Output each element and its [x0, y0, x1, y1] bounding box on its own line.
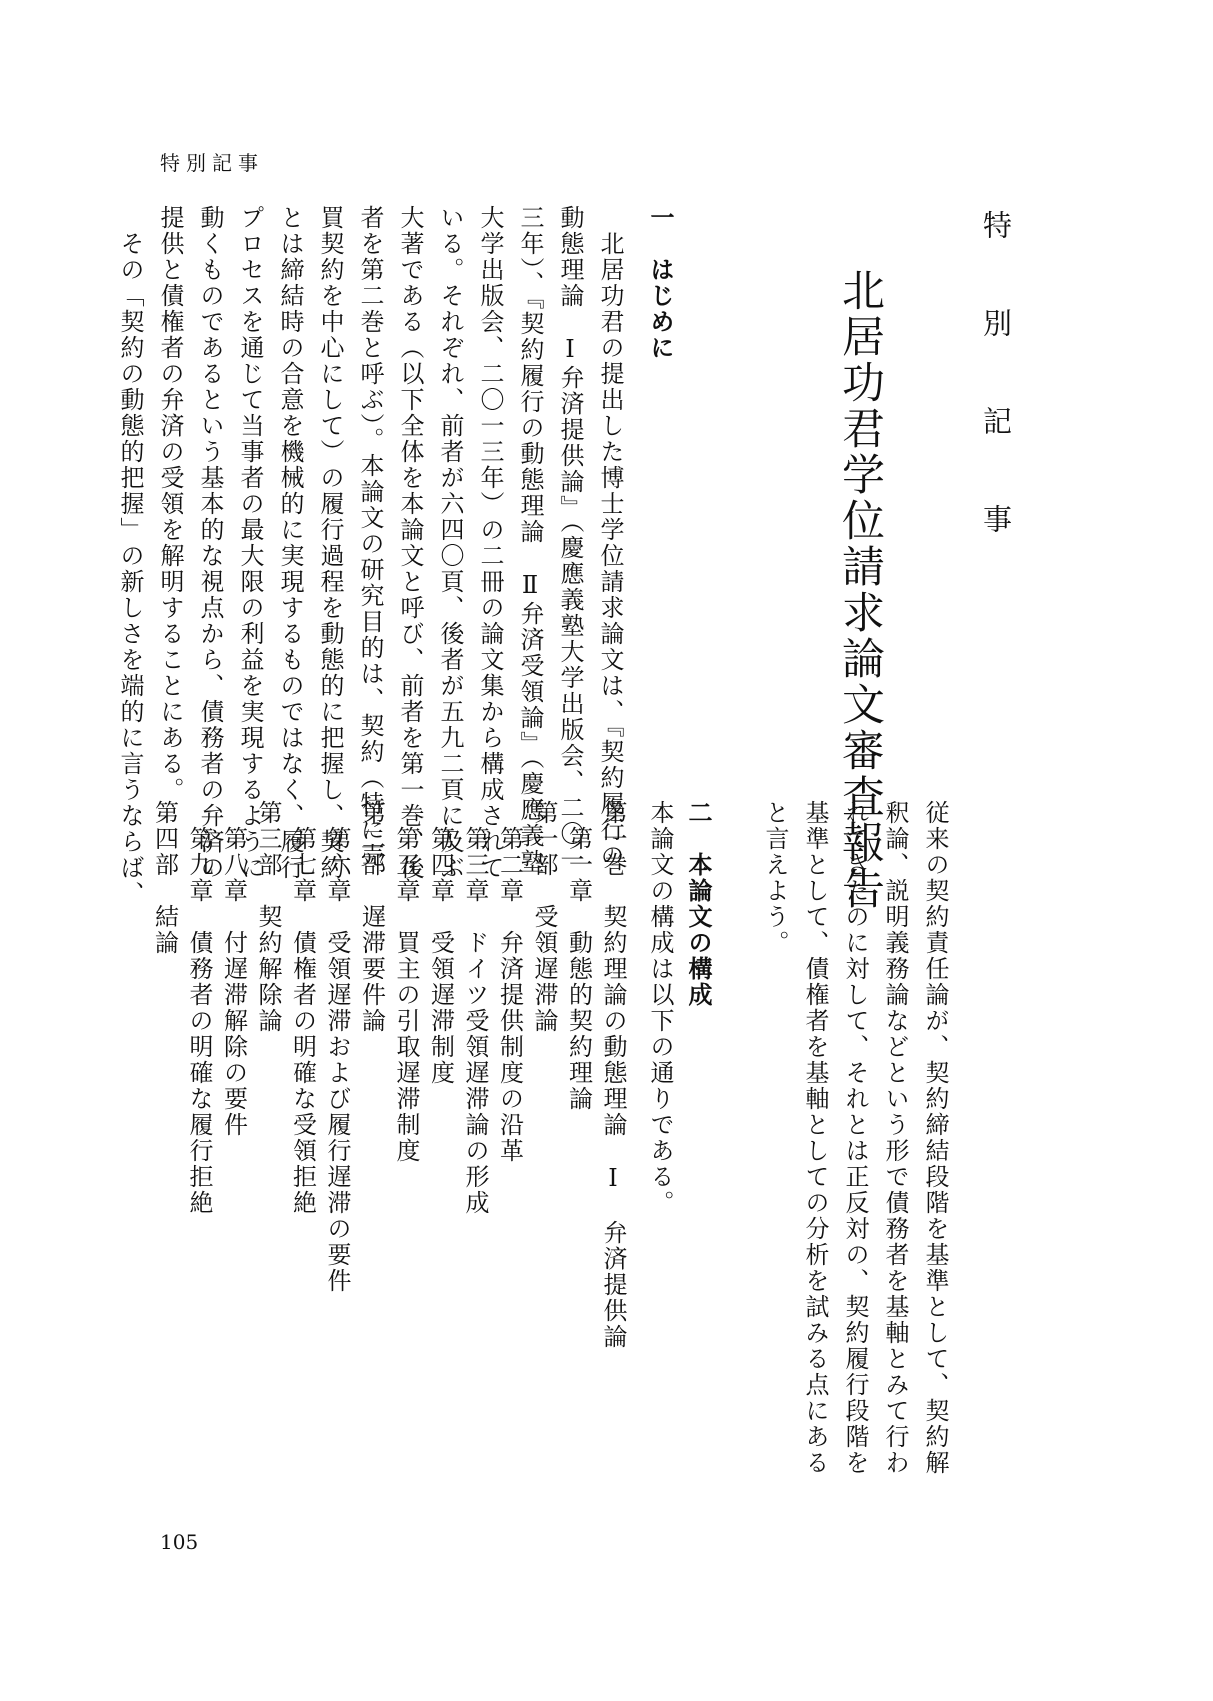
text-line: と言えよう。: [761, 800, 789, 956]
toc-item: 第二章 弁済提供制度の沿革: [495, 800, 524, 1164]
text-line: 提供と債権者の弁済の受領を解明することにある。: [156, 205, 184, 803]
article-title: 北居功君学位請求論文審査報告: [835, 268, 885, 912]
text-line: その「契約の動態的把握」の新しさを端的に言うならば、: [116, 205, 144, 907]
section2-heading: 二 本論文の構成: [684, 800, 713, 1008]
section2-toc: [150, 800, 630, 1350]
toc-item: 第五章 買主の引取遅滞制度: [392, 800, 420, 1164]
text-line: とは締結時の合意を機械的に実現するものではなく、履行: [276, 205, 304, 881]
toc-item: 第四部 結論: [150, 800, 179, 956]
toc-item: 第二部 遅滞要件論: [357, 800, 386, 1034]
text-line: 北居功君の提出した博士学位請求論文は、『契約履行の: [596, 205, 624, 869]
text-line: 三年）、『契約履行の動態理論 Ⅱ弁済受領論』（慶應義塾: [516, 205, 544, 875]
text-line: 動くものであるという基本的な視点から、債務者の弁済の: [196, 205, 224, 881]
text-line: いる。それぞれ、前者が六四〇頁、後者が五九二頁に及ぶ: [436, 205, 464, 881]
toc-item: 第一巻 契約理論の動態理論 Ⅰ 弁済提供論: [599, 800, 627, 1350]
text-line: 者を第二巻と呼ぶ）。本論文の研究目的は、契約（特に売: [356, 205, 384, 869]
toc-item: 第一章 動態的契約理論: [564, 800, 593, 1112]
text-line: 買契約を中心にして）の履行過程を動態的に把握し、契約: [316, 205, 344, 881]
running-head: 特別記事: [160, 151, 264, 175]
text-line: 大学出版会、二〇一三年）の二冊の論文集から構成されて: [476, 205, 504, 881]
text-line: 従来の契約責任論が、契約締結段階を基準として、契約解: [921, 800, 949, 1476]
section2-intro: 本論文の構成は以下の通りである。: [646, 800, 674, 1216]
text-line: 大著である（以下全体を本論文と呼び、前者を第一巻、後: [396, 205, 424, 881]
text-line: プロセスを通じて当事者の最大限の利益を実現するように: [236, 205, 264, 881]
toc-item: 第八章 付遅滞解除の要件: [219, 800, 248, 1138]
toc-item: 第六章 受領遅滞および履行遅滞の要件: [323, 800, 351, 1294]
section1-continuation: [755, 800, 955, 1476]
toc-item: 第三部 契約解除論: [254, 800, 282, 1034]
text-line: 釈論、説明義務論などという形で債務者を基軸とみて行わ: [881, 800, 909, 1476]
toc-item: 第四章 受領遅滞制度: [426, 800, 455, 1086]
text-line: 基準として、債権者を基軸としての分析を試みる点にある: [801, 800, 829, 1476]
toc-item: 第七章 債権者の明確な受領拒絶: [288, 800, 317, 1216]
toc-item: 第九章 債務者の明確な履行拒絶: [185, 800, 213, 1216]
toc-item: 第一部 受領遅滞論: [530, 800, 558, 1034]
section1-heading: 一 はじめに: [646, 205, 675, 361]
toc-item: 第三章 ドイツ受領遅滞論の形成: [461, 800, 489, 1216]
text-line: 動態理論 Ⅰ弁済提供論』（慶應義塾大学出版会、二〇一: [556, 205, 584, 873]
article-category: 特 別 記 事: [979, 210, 1013, 553]
text-line: れてきたのに対して、それとは正反対の、契約履行段階を: [841, 800, 869, 1476]
page-number: 105: [160, 1530, 199, 1554]
